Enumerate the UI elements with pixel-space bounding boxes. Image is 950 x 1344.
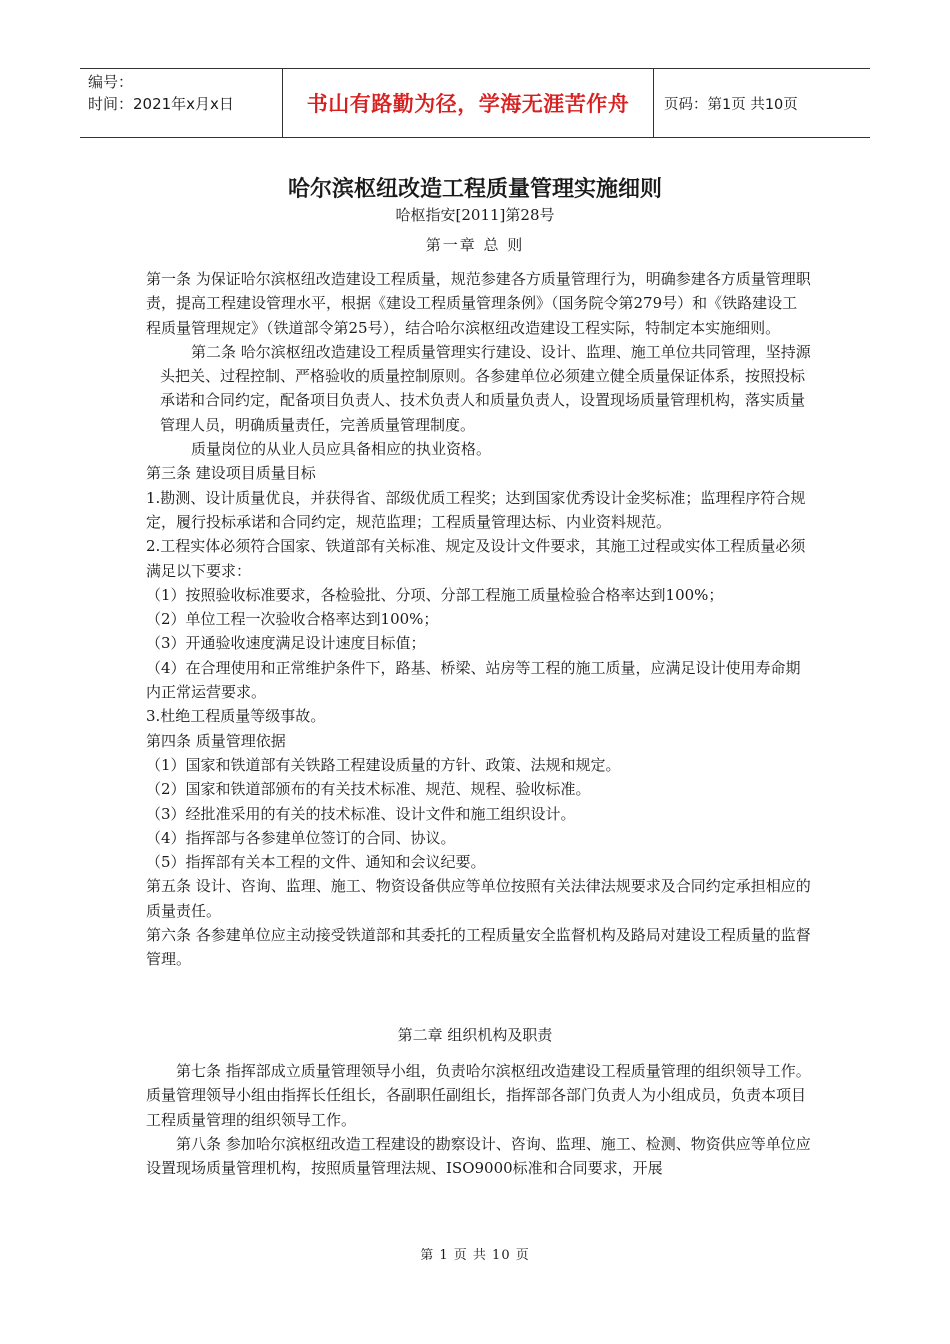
list-item: （1）国家和铁道部有关铁路工程建设质量的方针、政策、法规和规定。 — [146, 755, 621, 774]
article-1: 第一条 为保证哈尔滨枢纽改造建设工程质量，规范参建各方质量管理行为，明确参建各方质量管理职责，提高工程建设管理水平，根据《建设工程质量管理条例》（国务院令第279号）和《铁路建设工程质量管理规定》（铁道部令第25号），结合哈尔滨枢纽改造建设工程实际，特制定本实施细则。 — [146, 270, 811, 337]
list-item: （1）按照验收标准要求，各检验批、分项、分部工程施工质量检验合格率达到100%； — [146, 585, 724, 604]
list-item: （2）国家和铁道部颁布的有关技术标准、规范、规程、验收标准。 — [146, 780, 591, 799]
chapter-2-heading: 第二章 组织机构及职责 — [397, 1026, 553, 1044]
list-item: 1.勘测、设计质量优良，并获得省、部级优质工程奖；达到国家优秀设计金奖标准；监理程序符合规定，履行投标承诺和合同约定，规范监理；工程质量管理达标、内业资料规范。 — [146, 488, 806, 531]
chapter-2-body — [146, 1059, 811, 1180]
motto-text: 书山有路勤为径，学海无涯苦作舟 — [306, 92, 630, 116]
article-8: 第八条 参加哈尔滨枢纽改造工程建设的勘察设计、咨询、监理、施工、检测、物资供应等单位应设置现场质量管理机构，按照质量管理法规、ISO9000标准和合同要求，开展 — [146, 1134, 811, 1178]
header-page-info: 页码：第1页 共10页 — [664, 96, 798, 113]
chapter-1-body — [146, 267, 811, 972]
list-item: （4）在合理使用和正常维护条件下，路基、桥梁、站房等工程的施工质量，应满足设计使用寿命期内正常运营要求。 — [146, 658, 801, 702]
header-meta — [80, 69, 282, 137]
list-item: 2.工程实体必须符合国家、铁道部有关标准、规定及设计文件要求，其施工过程或实体工程质量必须满足以下要求： — [146, 537, 806, 580]
article-2-note: 质量岗位的从业人员应具备相应的执业资格。 — [191, 440, 492, 459]
list-item: （3）经批准采用的有关的技术标准、设计文件和施工组织设计。 — [146, 804, 576, 823]
list-item: 3.杜绝工程质量等级事故。 — [146, 707, 326, 726]
time-label: 时间：2021年x月x日 — [88, 95, 234, 113]
list-item: （2）单位工程一次验收合格率达到100%； — [146, 610, 439, 629]
list-item: （5）指挥部有关本工程的文件、通知和会议纪要。 — [146, 853, 486, 872]
list-item: （3）开通验收速度满足设计速度目标值； — [146, 634, 426, 653]
article-5: 第五条 设计、咨询、监理、施工、物资设备供应等单位按照有关法律法规要求及合同约定承担相应的质量责任。 — [146, 877, 811, 920]
page-footer: 第 1 页 共 10 页 — [420, 1248, 530, 1263]
list-item: （4）指挥部与各参建单位签订的合同、协议。 — [146, 828, 456, 847]
header-motto-cell — [282, 69, 654, 137]
document-header — [80, 68, 870, 138]
document-number: 哈枢指安[2011]第28号 — [395, 206, 555, 224]
chapter-1-heading: 第一章 总 则 — [425, 236, 525, 254]
document-title: 哈尔滨枢纽改造工程质量管理实施细则 — [287, 177, 662, 202]
article-7: 第七条 指挥部成立质量管理领导小组，负责哈尔滨枢纽改造建设工程质量管理的组织领导工作。质量管理领导小组由指挥长任组长，各副职任副组长，指挥部各部门负责人为小组成员，负责本项目工程质量管理的组织领导工作。 — [146, 1062, 811, 1129]
article-2: 第二条 哈尔滨枢纽改造建设工程质量管理实行建设、设计、监理、施工单位共同管理，坚持源头把关、过程控制、严格验收的质量控制原则。各参建单位必须建立健全质量保证体系，按照投标承诺和合同约定，配备项目负责人、技术负责人和质量负责人，设置现场质量管理机构，落实质量管理人员，明确质量责任，完善质量管理制度。 — [160, 342, 811, 434]
number-label: 编号： — [88, 73, 134, 91]
article-4-heading: 第四条 质量管理依据 — [146, 731, 286, 750]
article-6: 第六条 各参建单位应主动接受铁道部和其委托的工程质量安全监督机构及路局对建设工程质量的监督管理。 — [146, 926, 811, 969]
article-3-heading: 第三条 建设项目质量目标 — [146, 464, 316, 483]
